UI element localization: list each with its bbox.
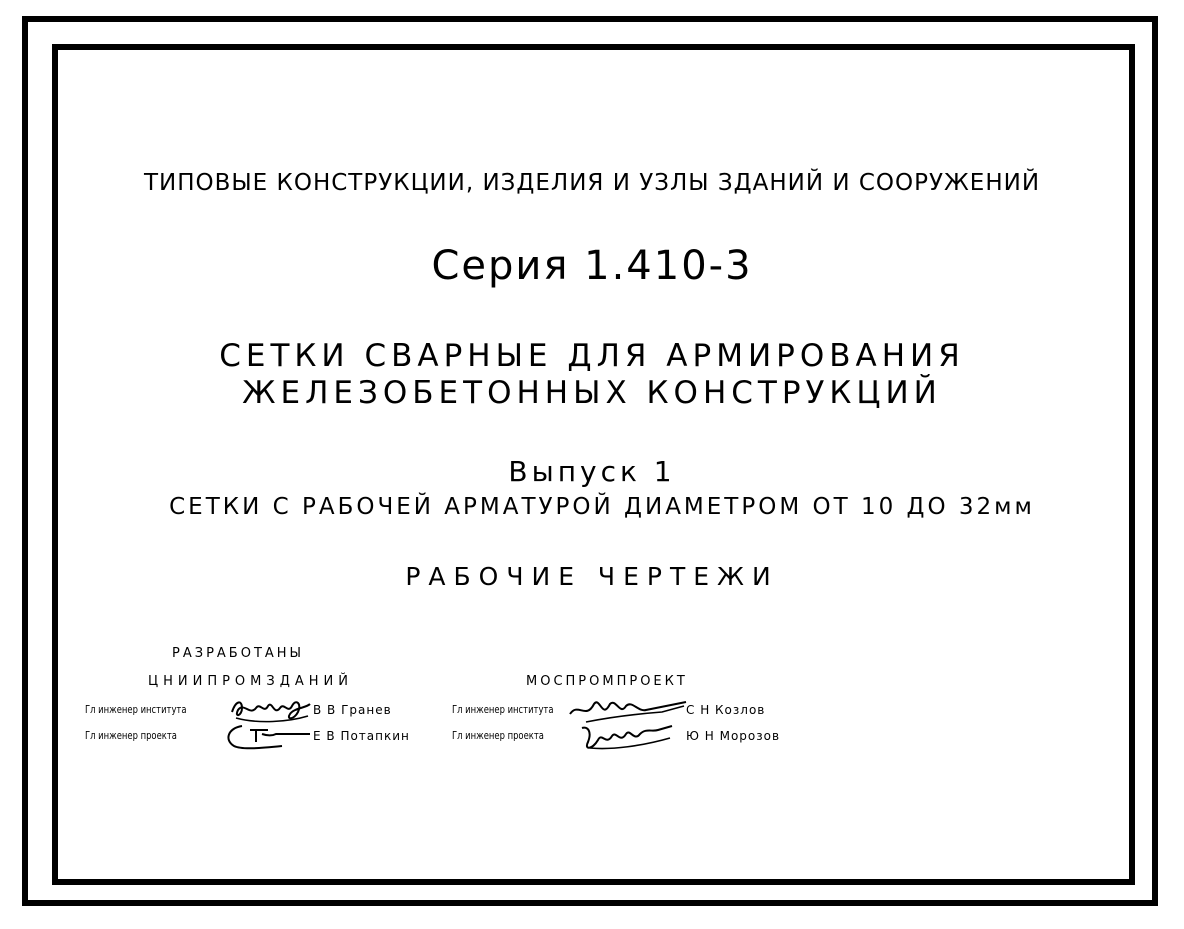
- staff-name: Ю Н Морозов: [686, 729, 781, 743]
- staff-role: Гл инженер проекта: [452, 729, 544, 742]
- staff-role: Гл инженер института: [85, 703, 187, 716]
- signature-morozov: [572, 722, 676, 754]
- staff-role: Гл инженер проекта: [85, 729, 177, 742]
- issue-subtitle: СЕТКИ С РАБОЧЕЙ АРМАТУРОЙ ДИАМЕТРОМ ОТ 10 ДО 32мм: [169, 494, 1035, 520]
- issue-number: Выпуск 1: [508, 455, 676, 488]
- organization-name: МОСПРОМПРОЕКТ: [526, 674, 688, 689]
- signature-potapkin: [222, 722, 312, 752]
- staff-name: В В Гранев: [313, 703, 392, 717]
- document-title-line-1: СЕТКИ СВАРНЫЕ ДЛЯ АРМИРОВАНИЯ: [219, 338, 965, 374]
- staff-name: С Н Козлов: [686, 703, 766, 717]
- organization-name: ЦНИИПРОМЗДАНИЙ: [148, 674, 353, 689]
- document-heading: ТИПОВЫЕ КОНСТРУКЦИИ, ИЗДЕЛИЯ И УЗЛЫ ЗДАНИЙ И СООРУЖЕНИЙ: [143, 170, 1041, 196]
- staff-name: Е В Потапкин: [313, 729, 410, 743]
- document-title-line-2: ЖЕЛЕЗОБЕТОННЫХ КОНСТРУКЦИЙ: [242, 375, 942, 411]
- working-drawings-label: РАБОЧИЕ ЧЕРТЕЖИ: [405, 562, 779, 591]
- staff-role: Гл инженер института: [452, 703, 554, 716]
- series-number: Серия 1.410-3: [431, 243, 753, 289]
- developed-by-label: РАЗРАБОТАНЫ: [172, 646, 305, 661]
